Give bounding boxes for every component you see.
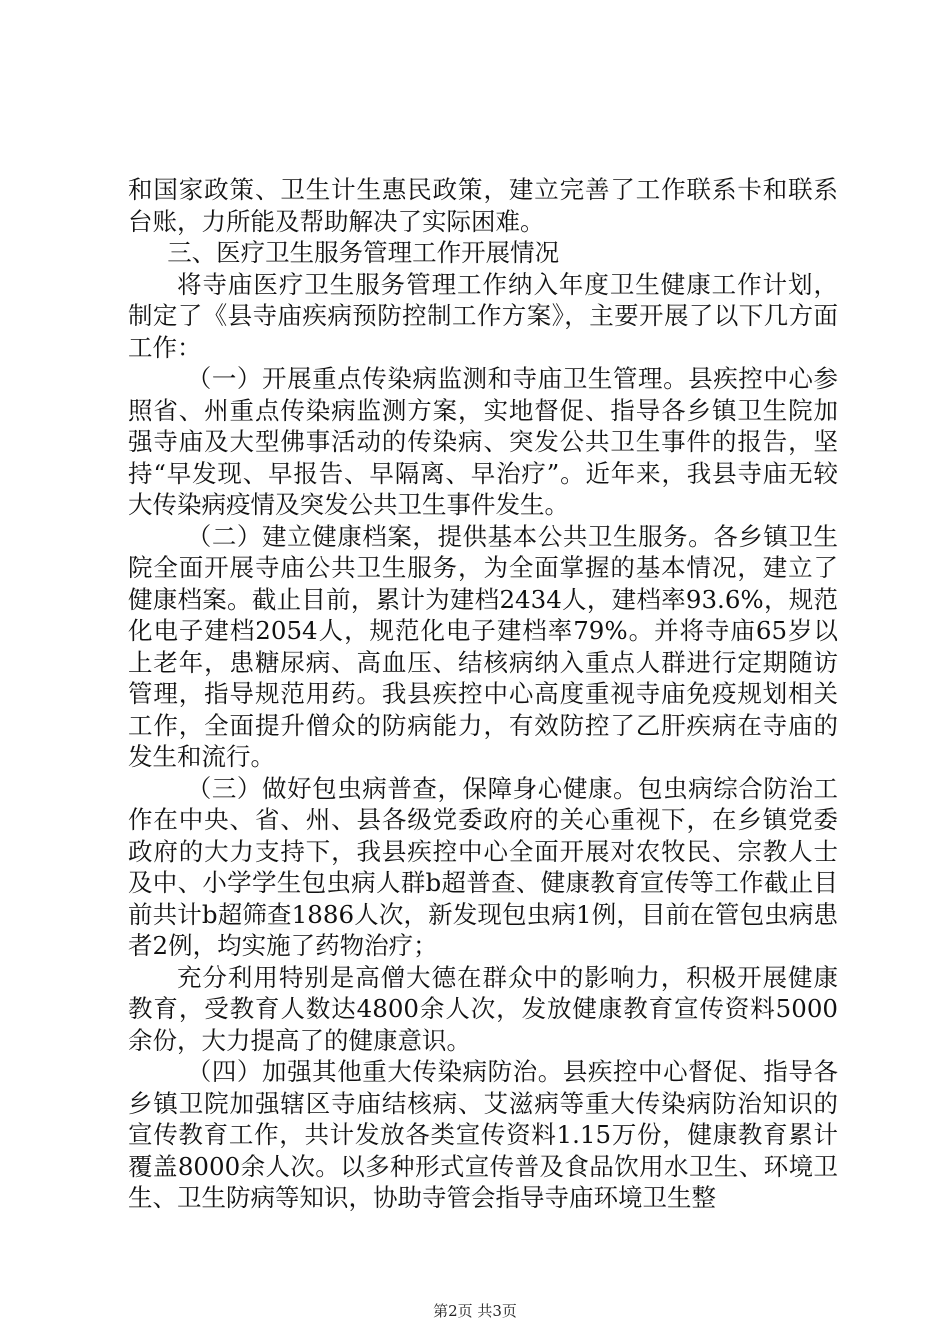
page-number-footer: 第2页 共3页 xyxy=(433,1302,517,1320)
paragraph-item-1: （一）开展重点传染病监测和寺庙卫生管理。县疾控中心参照省、州重点传染病监测方案，实地督促、指导各乡镇卫生院加强寺庙及大型佛事活动的传染病、突发公共卫生事件的报告，坚持“早发现、早报告、早隔离、早治疗”。近年来，我县寺庙无较大传染病疫情及突发公共卫生事件发生。 xyxy=(128,364,838,519)
paragraph-health-education: 充分利用特别是高僧大德在群众中的影响力，积极开展健康教育，受教育人数达4800余人次，发放健康教育宣传资料5000余份，大力提高了的健康意识。 xyxy=(128,962,838,1055)
paragraph-item-4: （四）加强其他重大传染病防治。县疾控中心督促、指导各乡镇卫院加强辖区寺庙结核病、艾滋病等重大传染病防治知识的宣传教育工作，共计发放各类宣传资料1.15万份，健康教育累计覆盖8000余人次。以多种形式宣传普及食品饮用水卫生、环境卫生、卫生防病等知识，协助寺管会指导寺庙环境卫生整 xyxy=(128,1057,838,1212)
paragraph-intro: 将寺庙医疗卫生服务管理工作纳入年度卫生健康工作计划，制定了《县寺庙疾病预防控制工作方案》，主要开展了以下几方面工作： xyxy=(128,269,838,362)
document-body xyxy=(128,174,838,1214)
paragraph-item-3: （三）做好包虫病普查，保障身心健康。包虫病综合防治工作在中央、省、州、县各级党委政府的关心重视下，在乡镇党委政府的大力支持下，我县疾控中心全面开展对农牧民、宗教人士及中、小学学生包虫病人群b超普查、健康教育宣传等工作截止目前共计b超筛查1886人次，新发现包虫病1例，目前在管包虫病患者2例，均实施了药物治疗； xyxy=(128,773,838,960)
paragraph-item-2: （二）建立健康档案，提供基本公共卫生服务。各乡镇卫生院全面开展寺庙公共卫生服务，为全面掌握的基本情况，建立了健康档案。截止目前，累计为建档2434人，建档率93.6%，规范化电子建档2054人，规范化电子建档率79%。并将寺庙65岁以上老年，患糖尿病、高血压、结核病纳入重点人群进行定期随访管理，指导规范用药。我县疾控中心高度重视寺庙免疫规划相关工作，全面提升僧众的防病能力，有效防控了乙肝疾病在寺庙的发生和流行。 xyxy=(128,521,838,771)
paragraph-continuation: 和国家政策、卫生计生惠民政策，建立完善了工作联系卡和联系台账，力所能及帮助解决了实际困难。 xyxy=(128,175,838,236)
section-heading: 三、医疗卫生服务管理工作开展情况 xyxy=(167,238,560,267)
